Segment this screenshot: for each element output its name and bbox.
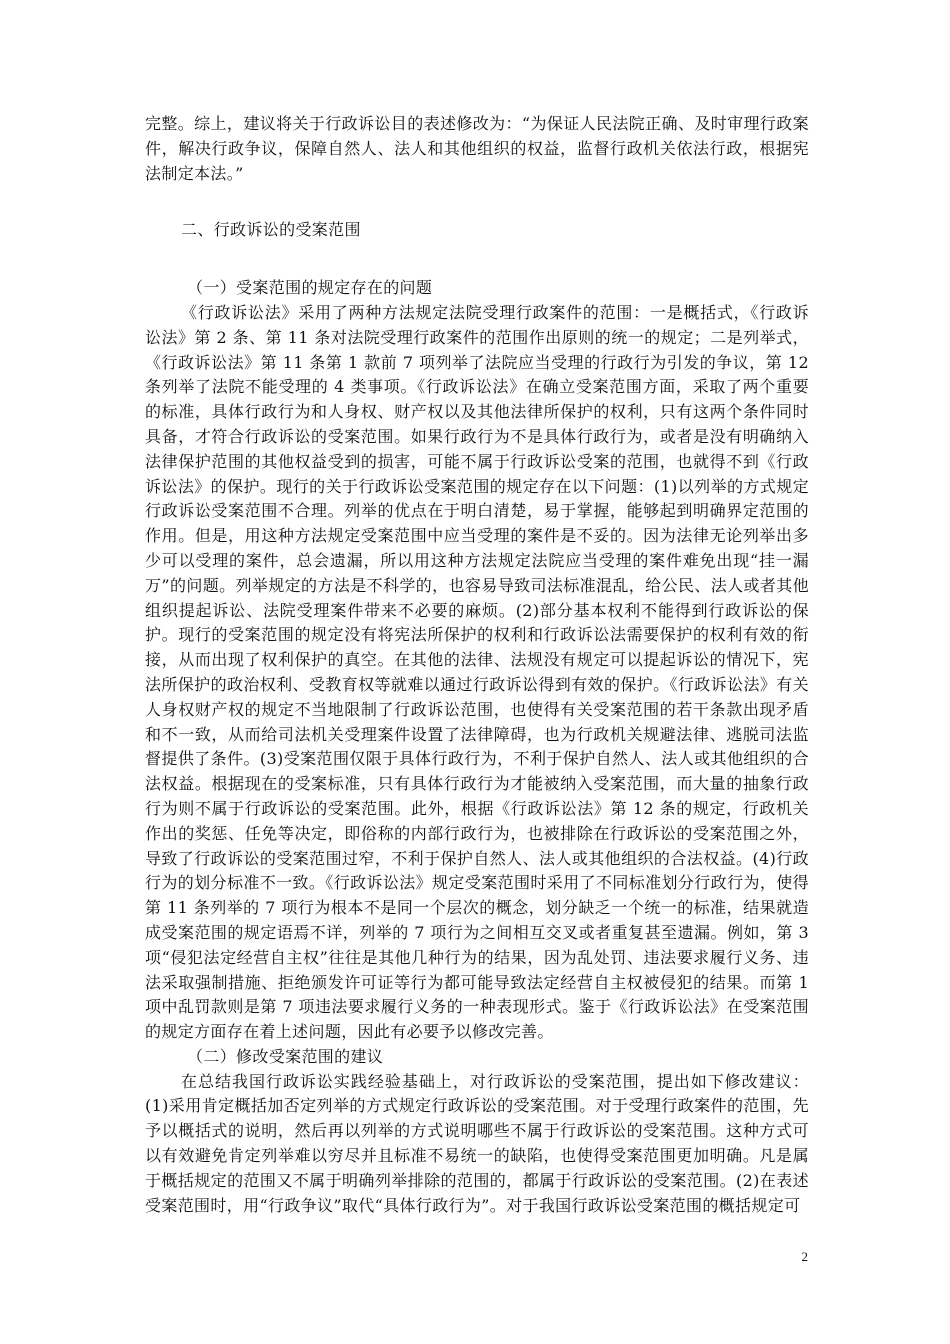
subsection-2-paragraph: 在总结我国行政诉讼实践经验基础上，对行政诉讼的受案范围，提出如下修改建议：(1)采用肯定概括加否定列举的方式规定行政诉讼的受案范围。对于受理行政案件的范围，先予以概括式的说明，然后再以列举的方式说明哪些不属于行政诉讼的受案范围。这种方式可以有效避免肯定列举难以穷尽并且标准不易统一的缺陷，也使得受案范围更加明确。凡是属于概括规定的范围又不属于明确列举排除的范围的，都属于行政诉讼的受案范围。(2)在表述受案范围时，用“行政争议”取代“具体行政行为”。对于我国行政诉讼受案范围的概括规定可	[145, 1071, 809, 1215]
page-number: 2	[801, 1249, 808, 1264]
subsection-2-heading: （二）修改受案范围的建议	[187, 1046, 384, 1066]
subsection-1-paragraph: 《行政诉讼法》采用了两种方法规定法院受理行政案件的范围：一是概括式，《行政诉讼法》第 2 条、第 11 条对法院受理行政案件的范围作出原则的统一的规定；二是列举式，《行政诉讼法》第 11 条第 1 款前 7 项列举了法院应当受理的行政行为引发的争议，第 12 条列举了法院不能受理的 4 类事项。《行政诉讼法》在确立受案范围方面，采取了两个重要的标准，具体行政行为和人身权、财产权以及其他法律所保护的权利，只有这两个条件同时具备，才符合行政诉讼的受案范围。如果行政行为不是具体行政行为，或者是没有明确纳入法律保护范围的其他权益受到的损害，可能不属于行政诉讼受案的范围，也就得不到《行政诉讼法》的保护。现行的关于行政诉讼受案范围的规定存在以下问题：(1)以列举的方式规定行政诉讼受案范围不合理。列举的优点在于明白清楚，易于掌握，能够起到明确界定范围的作用。但是，用这种方法规定受案范围中应当受理的案件是不妥的。因为法律无论列举出多少可以受理的案件，总会遗漏，所以用这种方法规定法院应当受理的案件难免出现“挂一漏万”的问题。列举规定的方法是不科学的，也容易导致司法标准混乱，给公民、法人或者其他组织提起诉讼、法院受理案件带来不必要的麻烦。(2)部分基本权利不能得到行政诉讼的保护。现行的受案范围的规定没有将宪法所保护的权利和行政诉讼法需要保护的权利有效的衔接，从而出现了权利保护的真空。在其他的法律、法规没有规定可以提起诉讼的情况下，宪法所保护的政治权利、受教育权等就难以通过行政诉讼得到有效的保护。《行政诉讼法》有关人身权财产权的规定不当地限制了行政诉讼范围，也使得有关受案范围的若干条款出现矛盾和不一致，从而给司法机关受理案件设置了法律障碍，也为行政机关规避法律、逃脱司法监督提供了条件。(3)受案范围仅限于具体行政行为，不利于保护自然人、法人或其他组织的合法权益。根据现在的受案标准，只有具体行政行为才能被纳入受案范围，而大量的抽象行政行为则不属于行政诉讼的受案范围。此外，根据《行政诉讼法》第 12 条的规定，行政机关作出的奖惩、任免等决定，即俗称的内部行政行为，也被排除在行政诉讼的受案范围之外，导致了行政诉讼的受案范围过窄，不利于保护自然人、法人或其他组织的合法权益。(4)行政行为的划分标准不一致。《行政诉讼法》规定受案范围时采用了不同标准划分行政行为，使得第 11 条列举的 7 项行为根本不是同一个层次的概念，划分缺乏一个统一的标准，结果就造成受案范围的规定语焉不详，列举的 7 项行为之间相互交叉或者重复甚至遗漏。例如，第 3 项“侵犯法定经营自主权”往往是其他几种行为的结果，因为乱处罚、违法要求履行义务、违法采取强制措施、拒绝颁发许可证等行为都可能导致法定经营自主权被侵犯的结果。而第 1 项中乱罚款则是第 7 项违法要求履行义务的一种表现形式。鉴于《行政诉讼法》在受案范围的规定方面存在着上述问题，因此有必要予以修改完善。	[145, 302, 809, 1042]
subsection-1-heading: （一）受案范围的规定存在的问题	[187, 278, 433, 298]
continuation-paragraph: 完整。综上，建议将关于行政诉讼目的表述修改为：“为保证人民法院正确、及时审理行政案件，解决行政争议，保障自然人、法人和其他组织的权益，监督行政机关依法行政，根据宪法制定本法。”	[145, 114, 809, 183]
section-heading: 二、行政诉讼的受案范围	[181, 220, 361, 240]
document-page-body	[145, 112, 809, 1218]
